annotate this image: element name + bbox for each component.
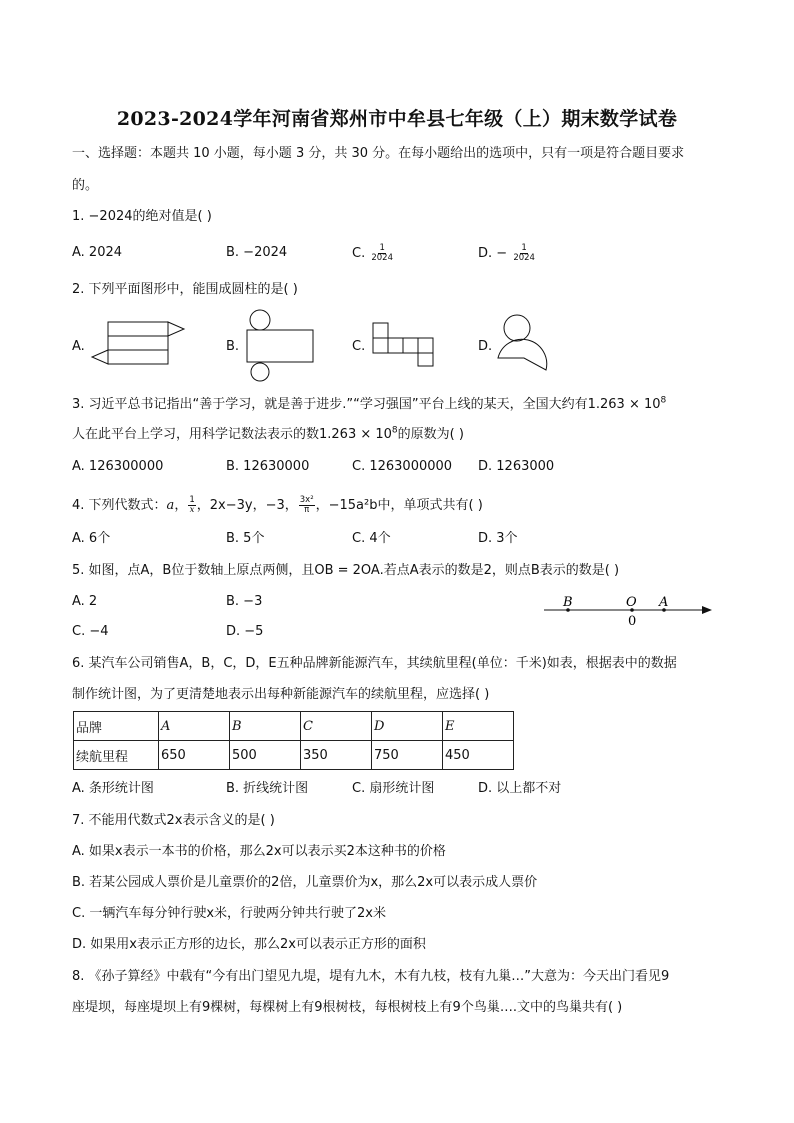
- label-o: O: [626, 595, 637, 610]
- q4-option-c: C. 4个: [352, 531, 391, 546]
- fraction-numerator: 1: [379, 243, 385, 253]
- q7-option-d: D. 如果用x表示正方形的边长，那么2x可以表示正方形的面积: [72, 937, 426, 952]
- q1-option-b: B. −2024: [226, 245, 288, 260]
- q3-option-a: A. 126300000: [72, 459, 164, 474]
- q5-stem: 5. 如图，点A，B位于数轴上原点两侧，且OB = 2OA.若点A表示的数是2，则点B表示的数是( ): [72, 563, 620, 578]
- table-cell: 650: [159, 741, 230, 770]
- q2-option-d: D.: [478, 339, 493, 354]
- q6-stem-line2: 制作统计图，为了更清楚地表示出每种新能源汽车的续航里程，应选择( ): [72, 687, 490, 702]
- table-row: [74, 712, 514, 741]
- table-cell: 450: [443, 741, 514, 770]
- q3-stem-line1: [72, 396, 666, 414]
- fraction-denominator: 2024: [371, 253, 393, 263]
- table-cell: C: [301, 712, 372, 741]
- table-row: [74, 741, 514, 770]
- q4-stem: 4. 下列代数式：a， $\frac{1}{x}$ ，2x−3y，−3， $\frac{\text{3x²}}{\pi}$ ，−15a²b中，单项式共有( ): [72, 495, 483, 515]
- q1-option-c-label: C.: [352, 246, 366, 261]
- q5-option-c: C. −4: [72, 624, 109, 639]
- q1-option-c-fraction: [370, 244, 394, 263]
- section-instructions-line2: 的。: [72, 178, 99, 193]
- q3-option-c: C. 1263000000: [352, 459, 453, 474]
- table-cell: D: [372, 712, 443, 741]
- range-table: [73, 711, 514, 770]
- q2-option-b: B.: [226, 339, 240, 354]
- q2-stem: 2. 下列平面图形中，能围成圆柱的是( ): [72, 282, 298, 297]
- q2-figure-a: [90, 318, 190, 366]
- page-title: 2023-2024学年河南省郑州市中牟县七年级（上）期末数学试卷: [116, 108, 678, 130]
- fraction-numerator: 1: [521, 243, 527, 253]
- q6-stem-line1: 6. 某汽车公司销售A，B，C，D，E五种品牌新能源汽车，其续航里程(单位：千米)如表，根据表中的数据: [72, 656, 677, 671]
- q4-option-a: A. 6个: [72, 531, 111, 546]
- q7-option-c: C. 一辆汽车每分钟行驶x米，行驶两分钟共行驶了2x米: [72, 906, 386, 921]
- q3-option-d: D. 1263000: [478, 459, 555, 474]
- q7-stem: 7. 不能用代数式2x表示含义的是( ): [72, 813, 275, 828]
- exponent: 8: [391, 425, 398, 436]
- q2-option-a: A.: [72, 339, 85, 354]
- q4-term: a: [166, 498, 175, 513]
- q2-figure-d: [494, 312, 554, 374]
- q2-figure-b: [244, 308, 316, 382]
- q4-text: 2x−3y，−3，: [209, 498, 298, 513]
- q1-option-d-label: D. −: [478, 246, 508, 261]
- fraction-denominator: 2024: [513, 253, 535, 263]
- q2-option-c: C.: [352, 339, 366, 354]
- q6-option-c: C. 扇形统计图: [352, 781, 435, 796]
- q1-option-c: [352, 244, 395, 263]
- q6-option-d: D. 以上都不对: [478, 781, 562, 796]
- q6-option-b: B. 折线统计图: [226, 781, 309, 796]
- section-instructions-line1: 一、选择题：本题共 10 小题，每小题 3 分，共 30 分。在每小题给出的选项中，只有一项是符合题目要求: [72, 146, 685, 161]
- q8-stem-line1: 8. 《孙子算经》中载有“今有出门望见九堤，堤有九木，木有九枝，枝有九巢…”大意为：今天出门看见9: [72, 969, 670, 984]
- q4-option-b: B. 5个: [226, 531, 265, 546]
- q4-text: ，−15a²b中，单项式共有( ): [315, 498, 483, 513]
- label-b: B: [563, 595, 573, 610]
- fraction-denominator: π: [304, 505, 310, 515]
- q3-text: 3. 习近平总书记指出“善于学习，就是善于进步.”“学习强国”平台上线的某天，全国大约有1.263 × 10: [72, 397, 661, 412]
- q4-option-d: D. 3个: [478, 531, 518, 546]
- q7-option-a: A. 如果x表示一本书的价格，那么2x可以表示买2本这种书的价格: [72, 844, 446, 859]
- table-cell: B: [230, 712, 301, 741]
- q3-stem-line2: [72, 426, 464, 444]
- fraction-numerator: 1: [189, 495, 195, 505]
- q8-stem-line2: 座堤坝，每座堤坝上有9棵树，每棵树上有9根树枝，每根树枝上有9个鸟巢….文中的鸟巢共有( ): [72, 1000, 623, 1015]
- q5-option-d: D. −5: [226, 624, 264, 639]
- table-cell: 750: [372, 741, 443, 770]
- q1-option-d: [478, 244, 537, 263]
- q5-option-a: A. 2: [72, 594, 98, 609]
- q1-stem: 1. −2024的绝对值是( ): [72, 209, 212, 224]
- table-cell: A: [159, 712, 230, 741]
- fraction-denominator: x: [189, 505, 195, 515]
- q2-figure-c: [370, 320, 438, 368]
- q3-text: 的原数为( ): [397, 427, 464, 442]
- table-cell: 350: [301, 741, 372, 770]
- q1-option-d-fraction: [512, 244, 536, 263]
- q3-text: 人在此平台上学习，用科学记数法表示的数1.263 × 10: [72, 427, 392, 442]
- q4-fraction-1: [188, 496, 195, 515]
- q4-text: 4. 下列代数式：: [72, 498, 167, 513]
- label-zero: 0: [628, 614, 637, 629]
- q3-option-b: B. 12630000: [226, 459, 310, 474]
- q7-option-b: B. 若某公园成人票价是儿童票价的2倍，儿童票价为x，那么2x可以表示成人票价: [72, 875, 538, 890]
- table-cell: 续航里程: [74, 741, 159, 770]
- q1-option-a: A. 2024: [72, 245, 123, 260]
- label-a: A: [659, 595, 669, 610]
- q6-option-a: A. 条形统计图: [72, 781, 154, 796]
- fraction-numerator: 3x²: [299, 495, 314, 505]
- table-cell: 500: [230, 741, 301, 770]
- table-cell: E: [443, 712, 514, 741]
- q5-number-line: [540, 592, 715, 628]
- exponent: 8: [660, 395, 667, 406]
- q5-option-b: B. −3: [226, 594, 263, 609]
- table-cell: 品牌: [74, 712, 159, 741]
- q4-fraction-2: [299, 496, 315, 515]
